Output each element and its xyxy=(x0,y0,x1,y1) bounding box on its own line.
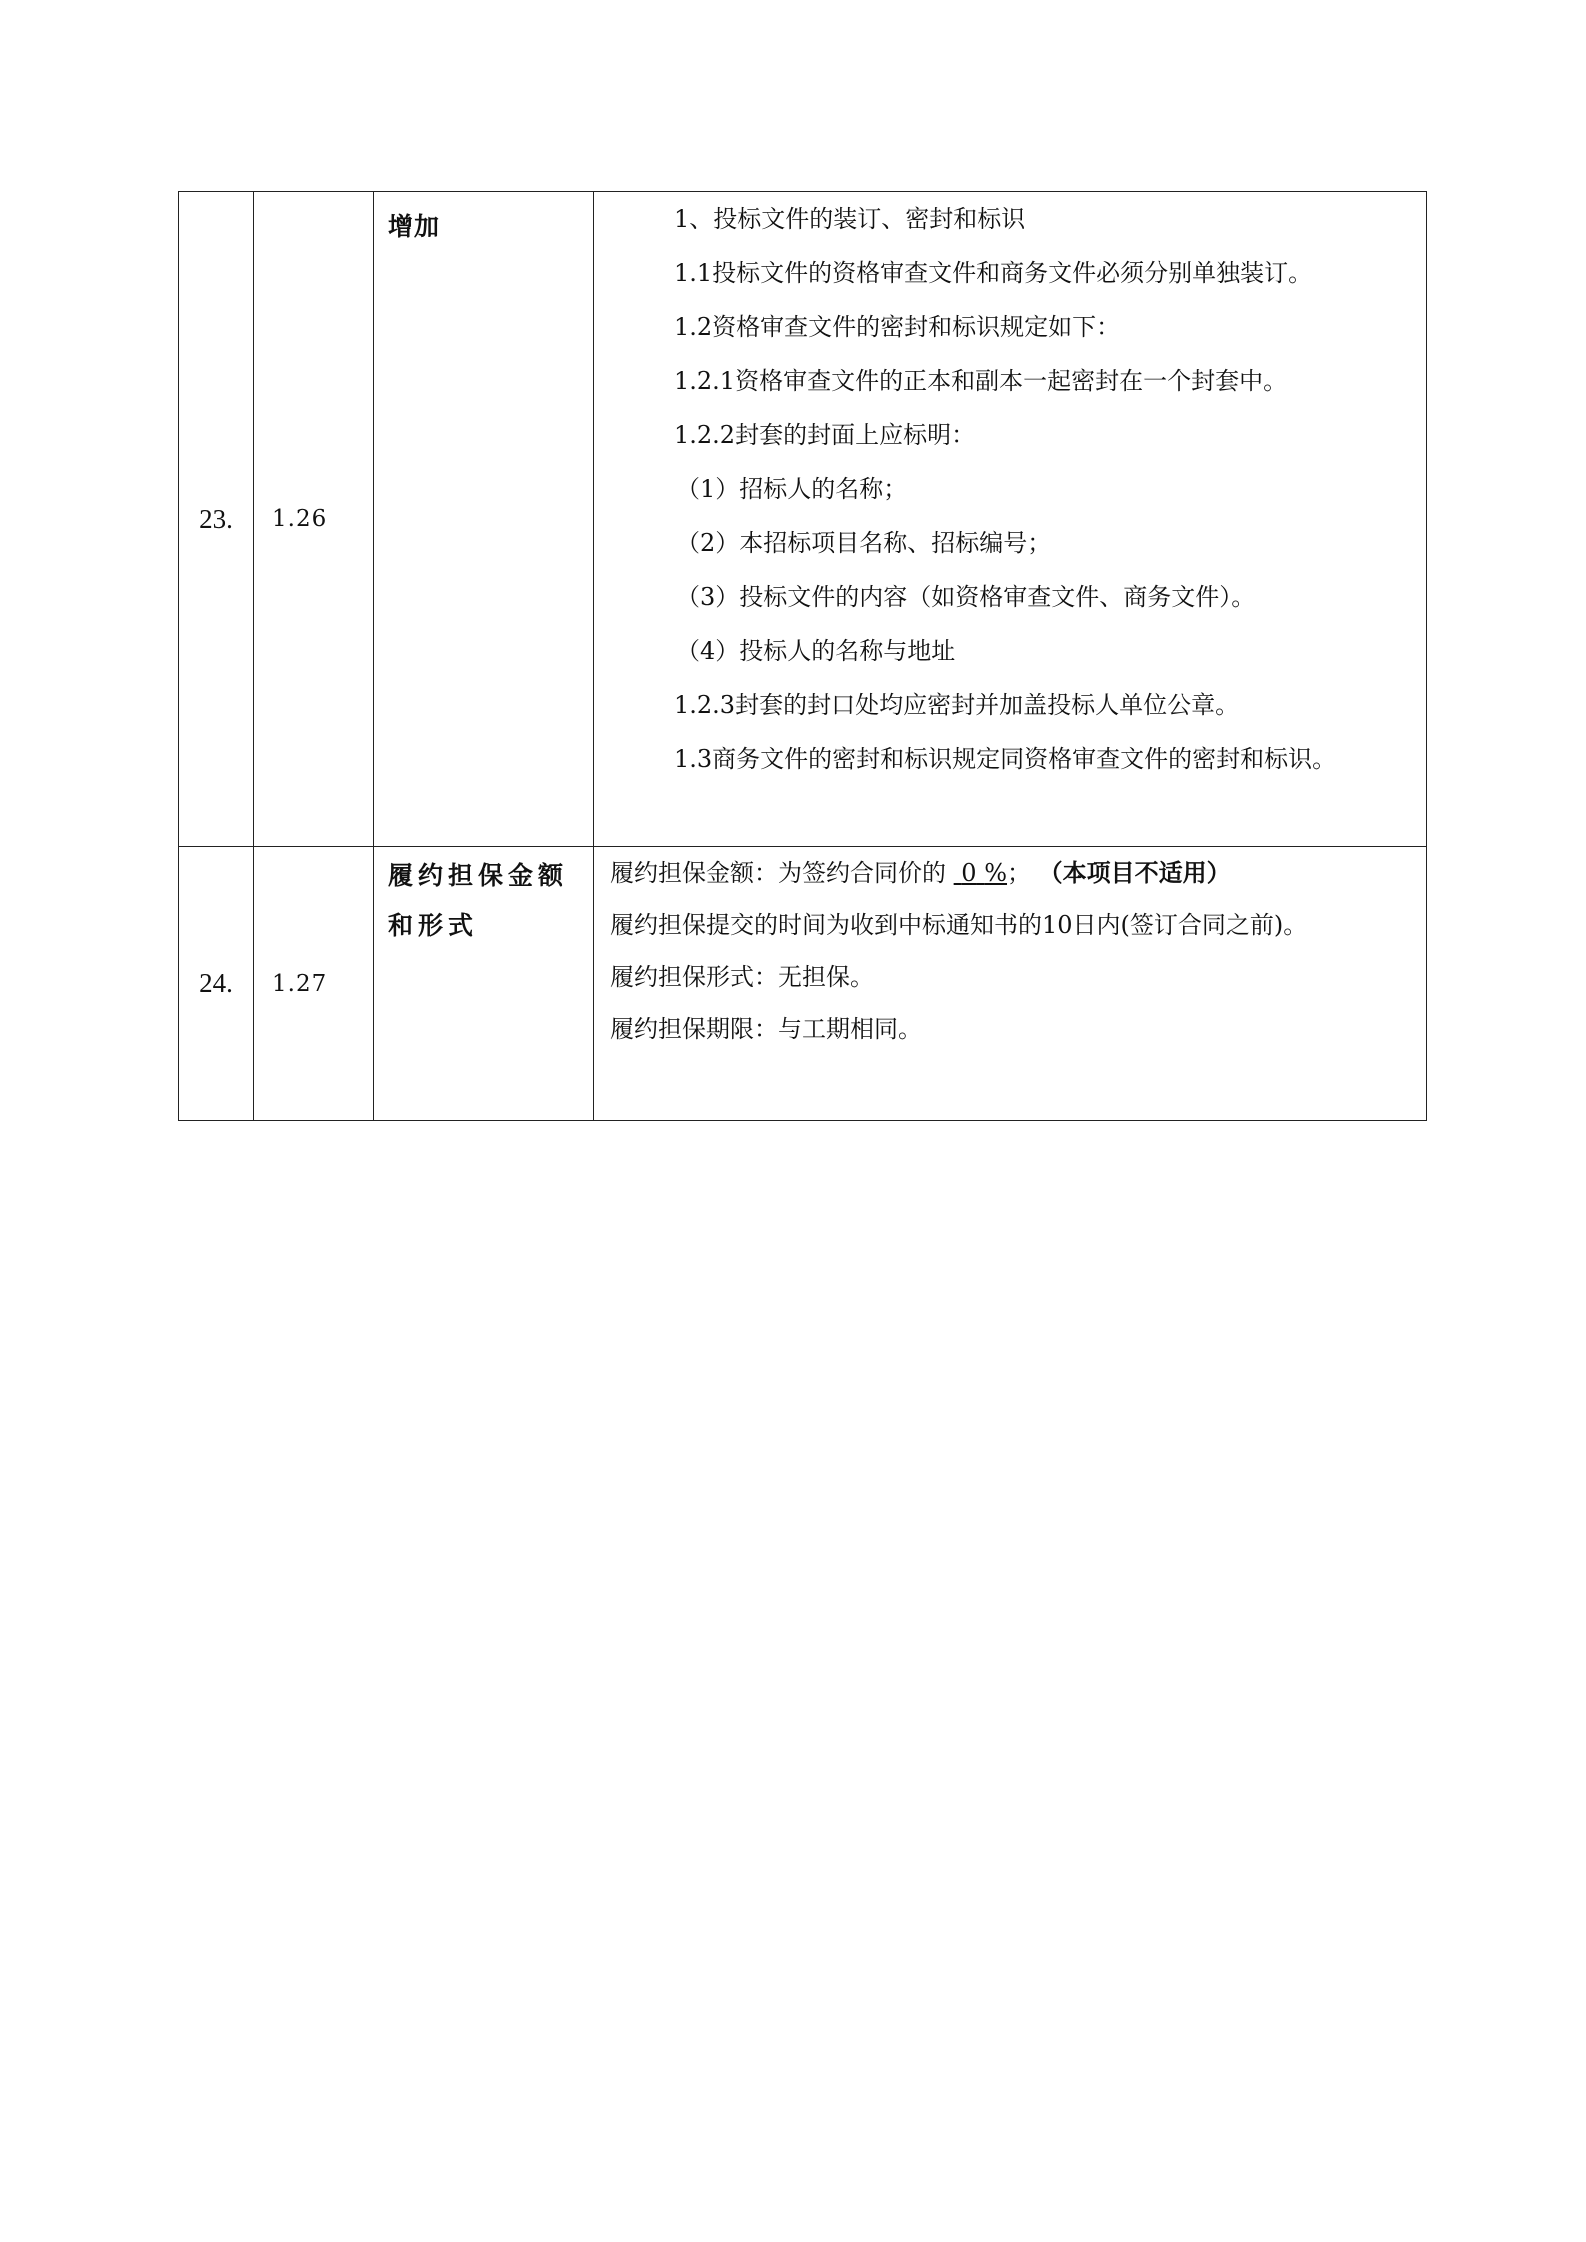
amount-prefix: 履约担保金额：为签约合同价的 xyxy=(610,859,946,887)
item-title: 增加 xyxy=(374,192,594,847)
content-line: 1.2.2封套的封面上应标明： xyxy=(674,421,976,449)
performance-amount-line xyxy=(610,847,1416,899)
content-line: 履约担保形式：无担保。 xyxy=(610,963,874,991)
row-number: 23. xyxy=(179,192,254,847)
amount-separator: ； xyxy=(1007,859,1032,887)
content-line: （2）本招标项目名称、招标编号； xyxy=(676,529,1052,557)
clause-number: 1.26 xyxy=(254,192,374,847)
content-cell xyxy=(594,192,1427,847)
content-line: 1.2.3封套的封口处均应密封并加盖投标人单位公章。 xyxy=(674,691,1240,719)
content-line: （3）投标文件的内容（如资格审查文件、商务文件）。 xyxy=(676,583,1256,611)
not-applicable-note: （本项目不适用） xyxy=(1038,859,1231,887)
clause-number: 1.27 xyxy=(254,847,374,1121)
content-line: 1.2资格审查文件的密封和标识规定如下： xyxy=(674,313,1121,341)
table-row xyxy=(179,192,1427,847)
content-line: 1.3商务文件的密封和标识规定同资格审查文件的密封和标识。 xyxy=(674,745,1337,773)
bid-document-table xyxy=(178,191,1427,1121)
content-line: 履约担保期限：与工期相同。 xyxy=(610,1015,922,1043)
row-number: 24. xyxy=(179,847,254,1121)
table-row xyxy=(179,847,1427,1121)
content-line: 1.1投标文件的资格审查文件和商务文件必须分别单独装订。 xyxy=(674,259,1313,287)
amount-value: 0 % xyxy=(961,859,1008,887)
content-line: 履约担保提交的时间为收到中标通知书的10日内(签订合同之前)。 xyxy=(610,911,1308,939)
item-title: 履约担保金额和形式 xyxy=(374,847,594,1121)
content-line: （4）投标人的名称与地址 xyxy=(676,637,956,665)
content-line: 1.2.1资格审查文件的正本和副本一起密封在一个封套中。 xyxy=(674,367,1288,395)
content-line: 1、投标文件的装订、密封和标识 xyxy=(674,205,1026,233)
content-line: （1）招标人的名称； xyxy=(676,475,908,503)
content-cell xyxy=(594,847,1427,1121)
